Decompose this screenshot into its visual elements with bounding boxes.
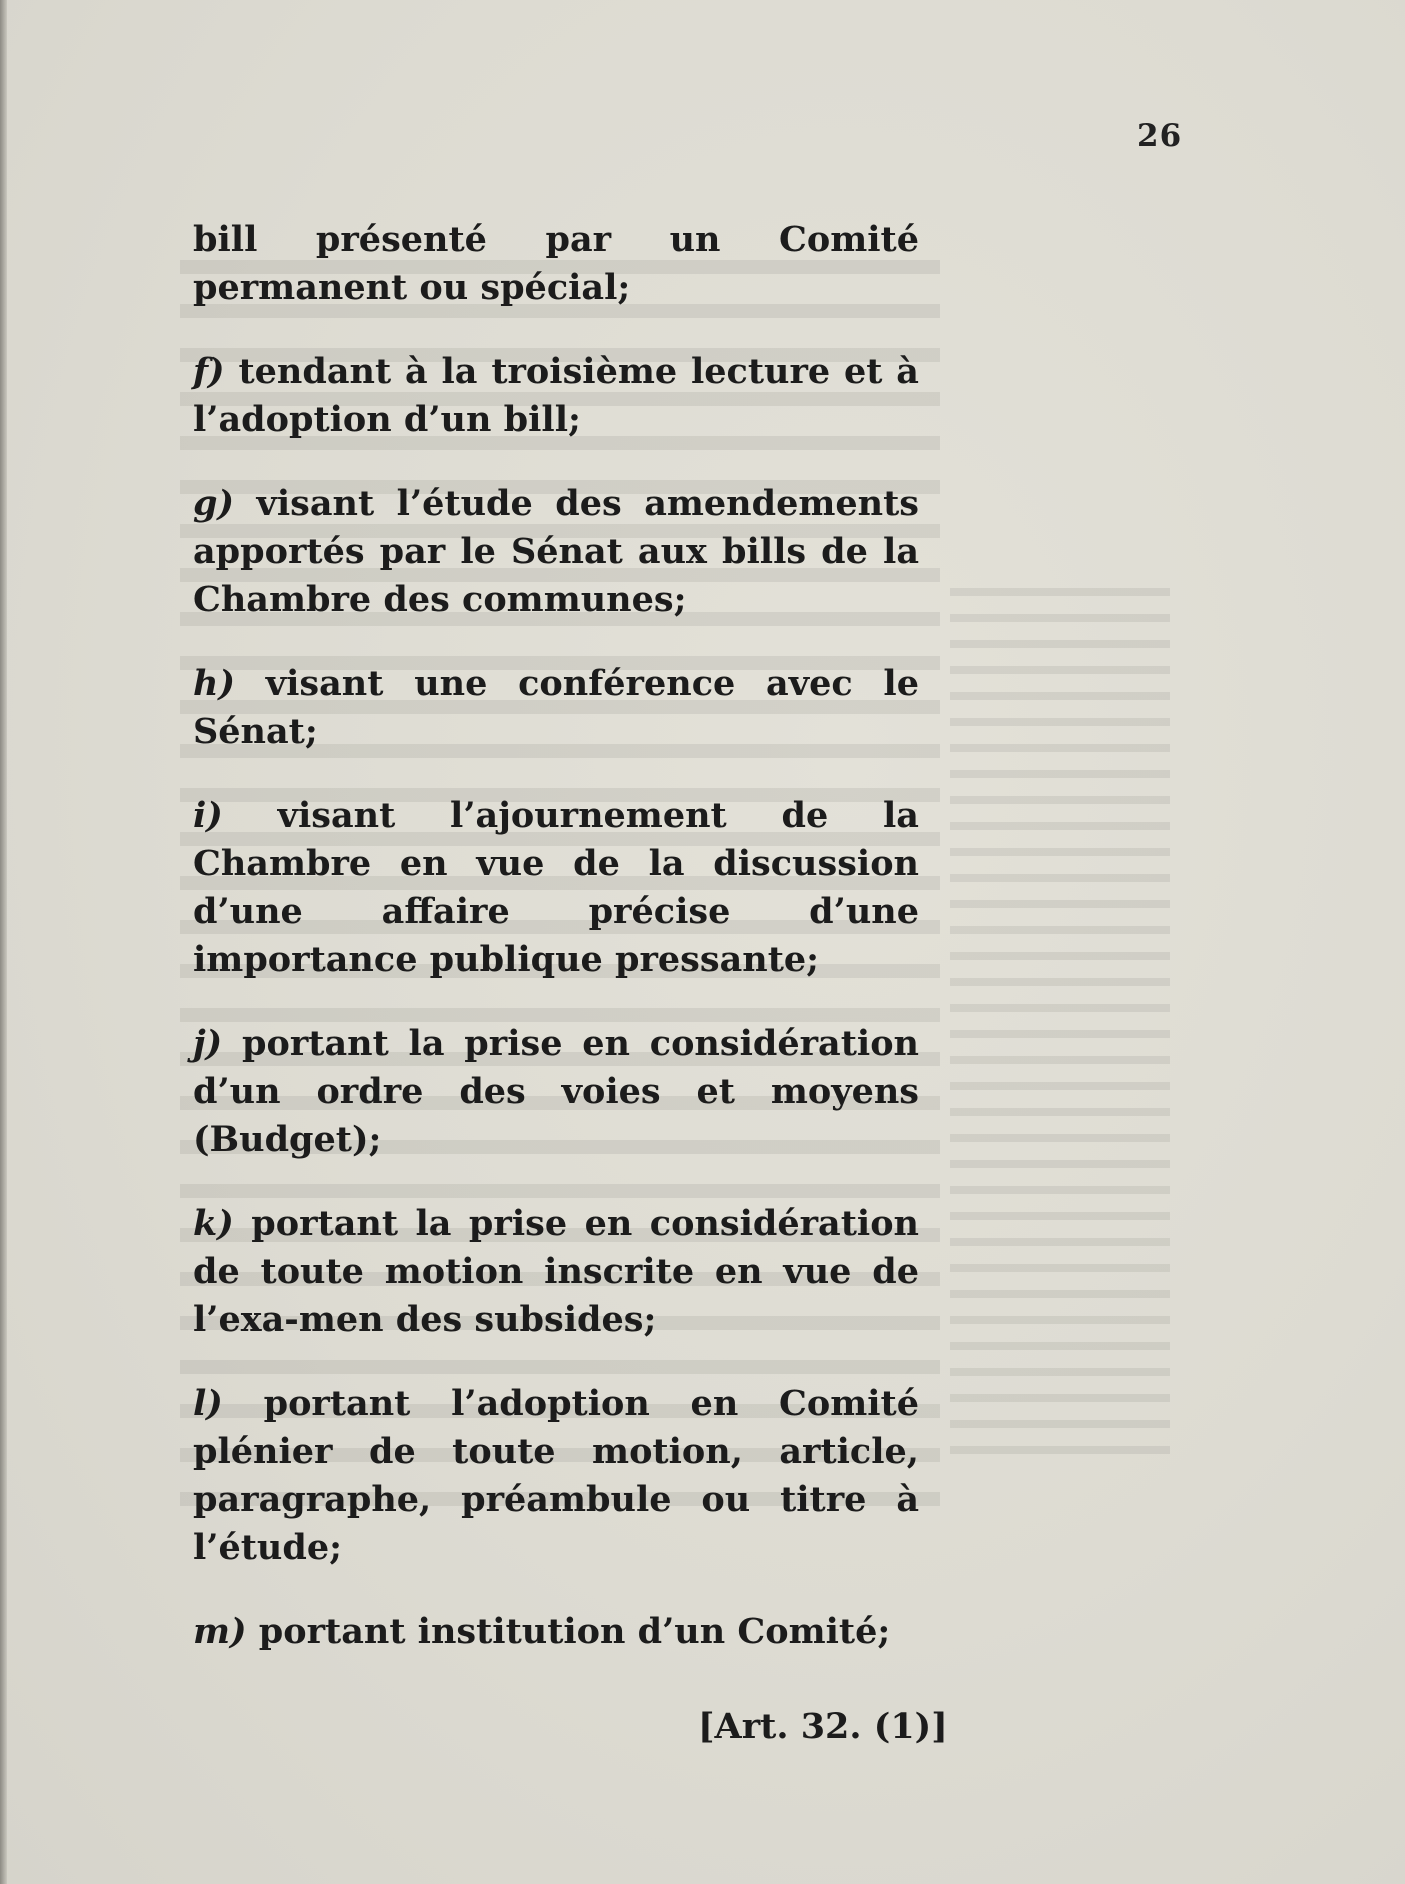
item-label: k) [193,1203,234,1244]
paragraph-item-k [193,1200,919,1344]
paragraph-item-i [193,792,919,984]
paragraph-text: portant l’adoption en Comité plénier de toute motion, article, paragraphe, préambule ou titre à l’étude; [193,1383,919,1568]
paragraph-text: visant l’étude des amendements apportés par le Sénat aux bills de la Chambre des communes; [193,483,919,620]
paragraph-text: visant l’ajournement de la Chambre en vue de la discussion d’une affaire précise d’une importance publique pressante; [193,795,919,980]
paragraph-text: portant la prise en considération d’un ordre des voies et moyens (Budget); [193,1023,919,1160]
body-text [193,216,919,1656]
paragraph-item-l [193,1380,919,1572]
paragraph-item-f [193,348,919,444]
bleed-through-margin-notes [950,570,1170,1470]
item-label: i) [193,795,223,836]
paragraph-continuation [193,216,919,312]
item-label: f) [193,351,225,392]
paragraph-item-m [193,1608,919,1656]
paragraph-text: bill présenté par un Comité permanent ou spécial; [193,219,919,308]
paragraph-text: tendant à la troisième lecture et à l’adoption d’un bill; [193,351,919,440]
item-label: h) [193,663,236,704]
page-binding-edge [0,0,7,1884]
item-label: j) [193,1023,223,1064]
item-label: m) [193,1611,247,1652]
paragraph-text: visant une conférence avec le Sénat; [193,663,919,752]
item-label: l) [193,1383,223,1424]
paragraph-item-j [193,1020,919,1164]
paragraph-text: portant institution d’un Comité; [246,1611,891,1652]
paragraph-item-h [193,660,919,756]
item-label: g) [193,483,235,524]
page-number: 26 [1137,118,1183,154]
article-reference: [Art. 32. (1)] [698,1706,948,1747]
paragraph-item-g [193,480,919,624]
paragraph-text: portant la prise en considération de toute motion inscrite en vue de l’exa-men des subsides; [193,1203,919,1340]
